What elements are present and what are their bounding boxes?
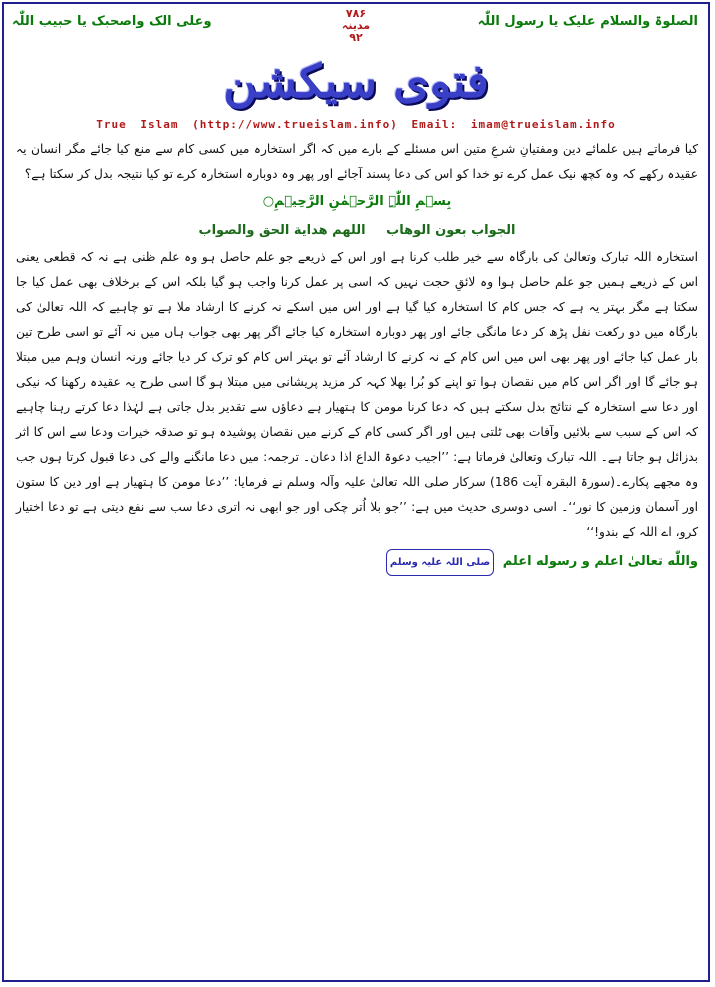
salutation-seal-icon: صلی اللہ علیہ وسلم [386, 549, 494, 576]
answer-heading [16, 218, 698, 243]
question-text: کیا فرماتے ہیں علمائے دین ومفتیانِ شرعِ متین اس مسئلے کے بارے میں کہ اگر استخارہ میں کسی کام سے منع کیا جائے مگر انسان یہ عقیدہ رکھے کہ وہ کچھ نیک عمل کرے تو خدا کو اس کی دعا پسند آجائے اور پھر وہ دوبارہ استخارہ کرے تو کیا نتیجہ بدل کر سکتا ہے؟ [16, 142, 698, 181]
salutation-right: الصلوۃ والسلام علیک یا رسول اللّٰہ [477, 14, 698, 29]
bismillah: بِسۡمِ اللّٰہِ الرَّحۡمٰنِ الرَّحِیۡمِ○ [262, 194, 452, 209]
fatwa-number [342, 8, 370, 44]
fatwa-number-top: ۷۸۶ [345, 7, 367, 20]
closing-text: واللّٰه تعالیٰ اعلم و رسوله اعلم [502, 554, 698, 569]
answer-heading-part1: الجواب بعون الوهاب [386, 223, 516, 238]
fatwa-number-mid: مدینہ [341, 19, 371, 32]
fatwa-number-bottom: ۹۲ [349, 31, 363, 44]
header-bar [8, 8, 704, 48]
site-info-line: True Islam (http://www.trueislam.info) Email: imam@trueislam.info [96, 118, 616, 131]
page-title: فتوی سیکشن [223, 54, 489, 108]
page-frame [2, 2, 710, 982]
answer-heading-part2: اللهم هداية الحق والصواب [198, 223, 366, 238]
closing-line [16, 549, 698, 576]
salutation-left: وعلی الک واصحبک یا حبیب اللّٰہ [12, 14, 212, 29]
fatwa-content [16, 137, 698, 576]
answer-text: استخارہ اللہ تبارک وتعالیٰ کی بارگاہ سے خیر طلب کرنا ہے اور اس کے ذریعے جو علم حاصل ہو وہ علم ظنی ہے نہ کہ قطعی یعنی اس کے ذریعے ہمیں جو علم حاصل ہوا وہ لائقِ حجت نہیں کہ اسی پر عمل کرنا واجب ہو گیا بلکہ اس کے برخلاف بھی عمل کیا جا سکتا ہے مگر بہتر یہ ہے کہ جس کام کا استخارہ کیا گیا ہے اور اس میں اسکے نہ کرنے کا ارشاد ملا ہے تو چاہیے کہ اللہ تعالیٰ کی بارگاہ میں دو رکعت نفل پڑھ کر دعا مانگی جائے اور پھر دوبارہ استخارہ کیا جائے اگر پھر بھی جواب ہاں میں نہ آئے تو اسی طرح تین بار عمل کیا جائے اور پھر بھی اس میں اس کام کے نہ کرنے کا ارشاد آئے تو بہتر اس کام کو ترک کر دیا جائے ورنہ انسان وہم میں مبتلا ہو جائے گا اور اگر اس کام میں نقصان ہوا تو اپنے کو بُرا بھلا کہہ کر مزید پریشانی میں مبتلا ہو گا اسی طرح یہ عقیدہ رکھنا کہ نیکی اور دعا سے استخارہ کے نتائج بدل سکتے ہیں کہ دعا کرنا مومن کا ہتھیار ہے دعاؤں سے تقدیر بدل جاتی ہے لہٰذا دعا کرتے رہنا چاہیے کہ اس کے سبب سے بلائیں وآفات بھی ٹلتی ہیں اور اگر کسی کام کے کرنے میں نقصان پوشیدہ ہو تو صدقہ خیرات ودعا سے اس کا اثر بدزائل ہو جاتا ہے۔ اللہ تبارک وتعالیٰ فرماتا ہے: ’’اجیب دعوۃ الداع اذا دعان۔ ترجمہ: میں دعا مانگنے والے کی دعا قبول کرتا ہوں جب وہ مجھے پکارے۔(سورۃ البقرہ آیت 186) سرکار صلی اللہ تعالیٰ علیہ وآلہ وسلم نے فرمایا: ’’دعا مومن کا ہتھیار ہے اور دین کا ستون اور آسمان وزمین کا نور‘‘۔ اسی دوسری حدیث میں ہے: ’’جو بلا اُتر چکی اور جو ابھی نہ اتری دعا سب سے نفع دیتی ہے تو دعا اختیار کرو، اے اللہ کے بندو!‘‘ [16, 250, 698, 539]
